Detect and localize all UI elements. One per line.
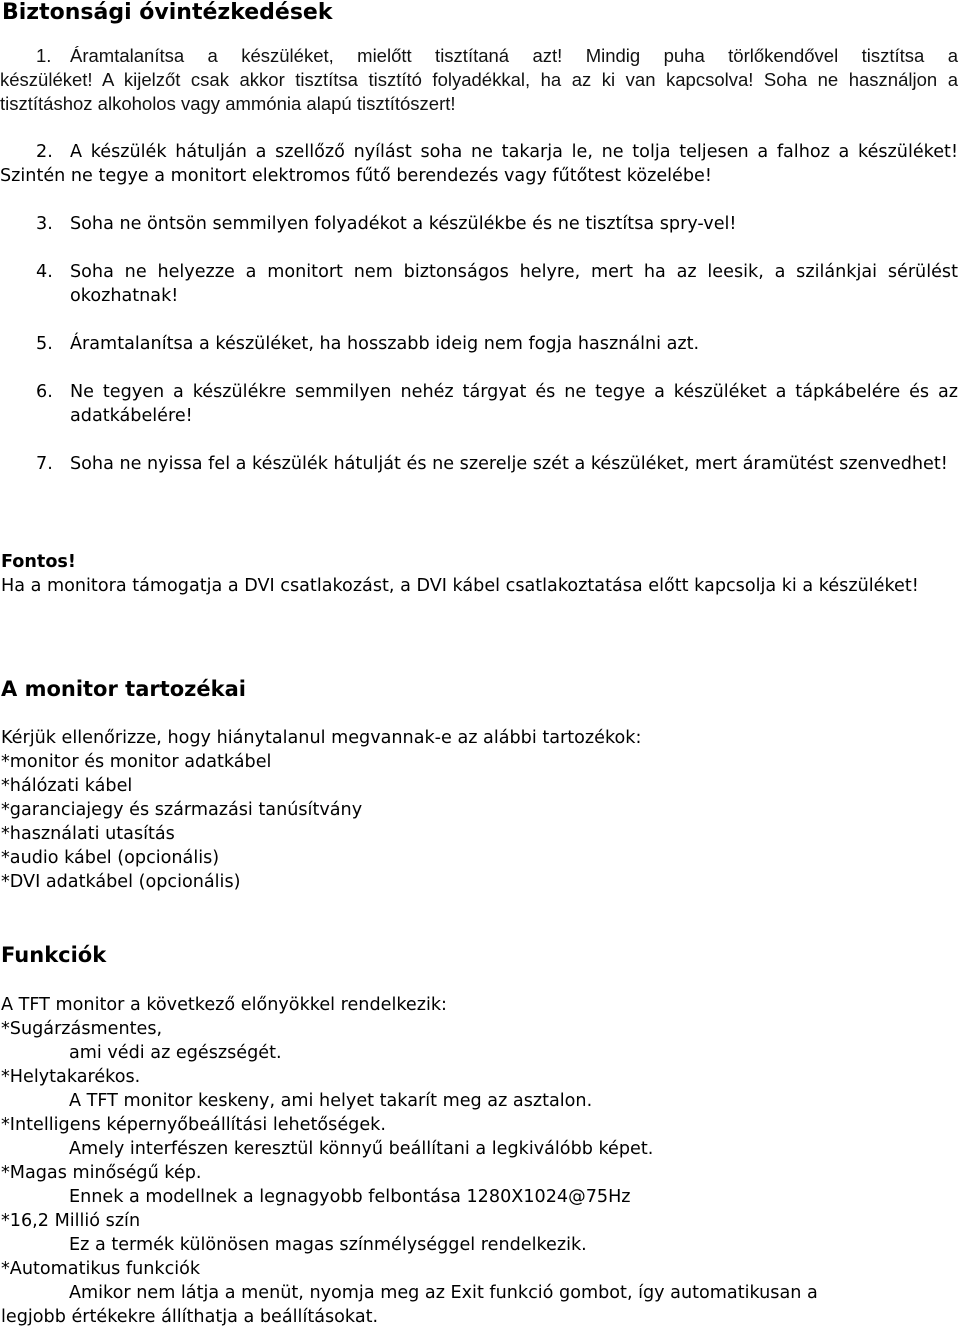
feature-description: Ennek a modellnek a legnagyobb felbontása 1280X1024@75Hz (69, 1187, 631, 1207)
features-intro: A TFT monitor a következő előnyökkel rendelkezik: (1, 995, 447, 1015)
feature-name: *16,2 Millió szín (1, 1211, 141, 1231)
accessories-intro: Kérjük ellenőrizze, hogy hiánytalanul megvannak-e az alábbi tartozékok: (1, 728, 642, 748)
accessory-item: *garanciajegy és származási tanúsítvány (1, 800, 363, 820)
feature-name: *Sugárzásmentes, (1, 1019, 163, 1039)
safety-item-number: 1. (36, 45, 52, 66)
safety-item (0, 212, 958, 236)
safety-item-text: Soha ne nyissa fel a készülék hátulját és ne szerelje szét a készüléket, mert áramütést szenvedhet! (70, 454, 948, 474)
accessories-heading: A monitor tartozékai (1, 677, 246, 701)
safety-item-text: Soha ne öntsön semmilyen folyadékot a készülékbe és ne tisztítsa spry-vel! (70, 214, 737, 234)
safety-item-number: 3. (36, 214, 53, 234)
safety-item-number: 7. (36, 454, 53, 474)
accessory-item: *hálózati kábel (1, 776, 133, 796)
feature-name: *Intelligens képernyőbeállítási lehetőségek. (1, 1115, 386, 1135)
accessory-item: *audio kábel (opcionális) (1, 848, 220, 868)
feature-description: ami védi az egészségét. (69, 1043, 282, 1063)
feature-description: A TFT monitor keskeny, ami helyet takarít meg az asztalon. (69, 1091, 593, 1111)
safety-item (0, 452, 958, 476)
safety-item-text: Soha ne helyezze a monitort nem biztonságos helyre, mert ha az leesik, a szilánkjai sérülést okozhatnak! (70, 262, 958, 306)
safety-item-text: készüléket! A kijelzőt csak akkor tisztítsa tisztító folyadékkal, ha az ki van kapcsolva! Soha ne használjon a tisztításhoz alkoholos vagy ammónia alapú tisztítószert! (0, 69, 958, 114)
important-label: Fontos! (1, 552, 76, 572)
safety-item (0, 44, 958, 116)
safety-item-text: A készülék hátulján a szellőző nyílást soha ne takarja le, ne tolja teljesen a falhoz a készüléket! Szintén ne tegye a monitort elektromos fűtő berendezés vagy fűtőtest közelébe! (0, 142, 958, 186)
safety-item-line: Áramtalanítsa a készüléket, mielőtt tisztítaná azt! Mindig puha törlőkendővel tisztítsa a (70, 45, 958, 66)
safety-item-text: Ne tegyen a készülékre semmilyen nehéz tárgyat és ne tegye a készüléket a tápkábelére és az adatkábelére! (70, 382, 958, 426)
feature-description: Amikor nem látja a menüt, nyomja meg az Exit funkció gombot, így automatikusan a (69, 1283, 818, 1303)
accessory-item: *használati utasítás (1, 824, 175, 844)
accessory-item: *monitor és monitor adatkábel (1, 752, 272, 772)
features-section (1, 993, 958, 1329)
feature-description: Ez a termék különösen magas színmélységgel rendelkezik. (69, 1235, 587, 1255)
safety-item (0, 140, 958, 188)
safety-item-number: 5. (36, 334, 53, 354)
feature-name: *Helytakarékos. (1, 1067, 141, 1087)
important-note (1, 550, 958, 598)
feature-name: *Magas minőségű kép. (1, 1163, 202, 1183)
safety-item-number: 2. (36, 142, 53, 162)
important-text: Ha a monitora támogatja a DVI csatlakozást, a DVI kábel csatlakoztatása előtt kapcsolja ki a készüléket! (1, 576, 919, 596)
safety-item-number: 4. (36, 262, 53, 282)
safety-item-text: Áramtalanítsa a készüléket, ha hosszabb ideig nem fogja használni azt. (70, 334, 700, 354)
safety-item (0, 380, 958, 428)
accessory-item: *DVI adatkábel (opcionális) (1, 872, 241, 892)
safety-item (0, 260, 958, 308)
feature-name: *Automatikus funkciók (1, 1259, 201, 1279)
feature-description-continuation: legjobb értékekre állíthatja a beállításokat. (1, 1307, 379, 1327)
features-heading: Funkciók (1, 943, 107, 967)
safety-item (0, 332, 958, 356)
safety-heading: Biztonsági óvintézkedések (2, 0, 333, 25)
feature-description: Amely interfészen keresztül könnyű beállítani a legkiválóbb képet. (69, 1139, 654, 1159)
accessories-section (1, 726, 958, 894)
safety-item-number: 6. (36, 382, 53, 402)
safety-list (0, 44, 958, 500)
